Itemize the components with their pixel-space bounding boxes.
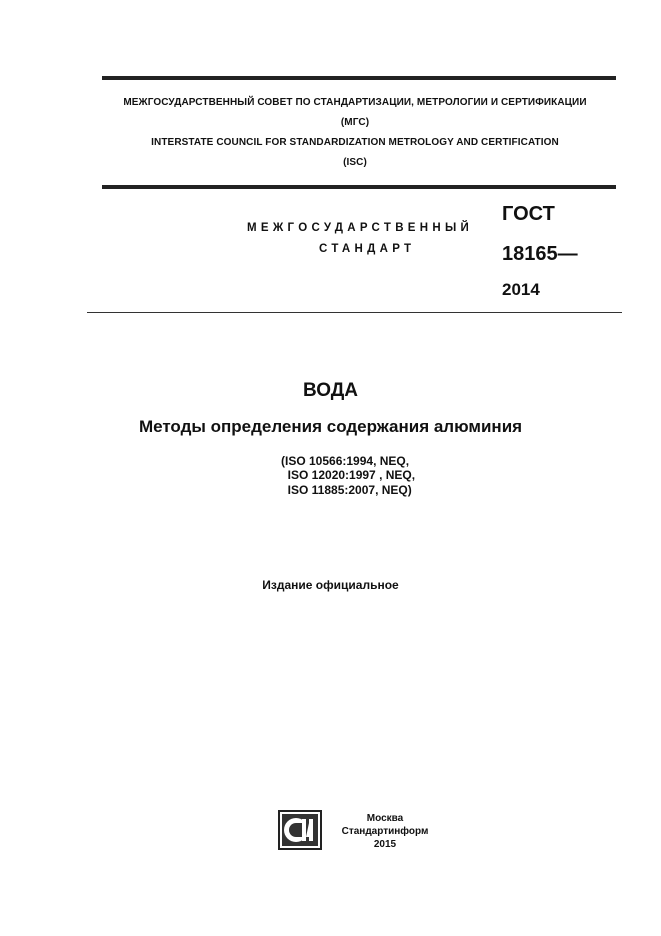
gost-number: 18165— bbox=[502, 243, 578, 265]
thin-rule bbox=[87, 312, 622, 313]
standard-type-line1: МЕЖГОСУДАРСТВЕННЫЙ bbox=[247, 222, 474, 234]
council-abbr-en: (ISC) bbox=[343, 157, 367, 168]
middle-thick-rule bbox=[102, 185, 616, 189]
iso-reference-1: (ISO 10566:1994, NEQ, bbox=[281, 454, 410, 468]
gost-label: ГОСТ bbox=[502, 203, 555, 225]
gost-year: 2014 bbox=[502, 280, 540, 299]
document-title: ВОДА bbox=[302, 380, 359, 401]
iso-reference-3: ISO 11885:2007, NEQ) bbox=[281, 483, 412, 497]
publisher-city: Москва bbox=[366, 813, 404, 824]
edition-note: Издание официальное bbox=[262, 578, 399, 592]
iso-reference-2: ISO 12020:1997 , NEQ, bbox=[281, 468, 416, 482]
council-name-en: INTERSTATE COUNCIL FOR STANDARDIZATION METROLOGY AND CERTIFICATION bbox=[151, 137, 559, 148]
publisher-name: Стандартинформ bbox=[341, 826, 429, 837]
standard-type-line2: СТАНДАРТ bbox=[319, 243, 416, 255]
top-thick-rule bbox=[102, 76, 616, 80]
publisher-year: 2015 bbox=[373, 839, 397, 850]
document-subtitle: Методы определения содержания алюминия bbox=[138, 417, 523, 436]
council-name-ru: МЕЖГОСУДАРСТВЕННЫЙ СОВЕТ ПО СТАНДАРТИЗАЦИИ, МЕТРОЛОГИИ И СЕРТИФИКАЦИИ bbox=[123, 97, 587, 108]
council-abbr-ru: (МГС) bbox=[340, 117, 370, 128]
standartinform-logo-icon bbox=[278, 810, 322, 850]
